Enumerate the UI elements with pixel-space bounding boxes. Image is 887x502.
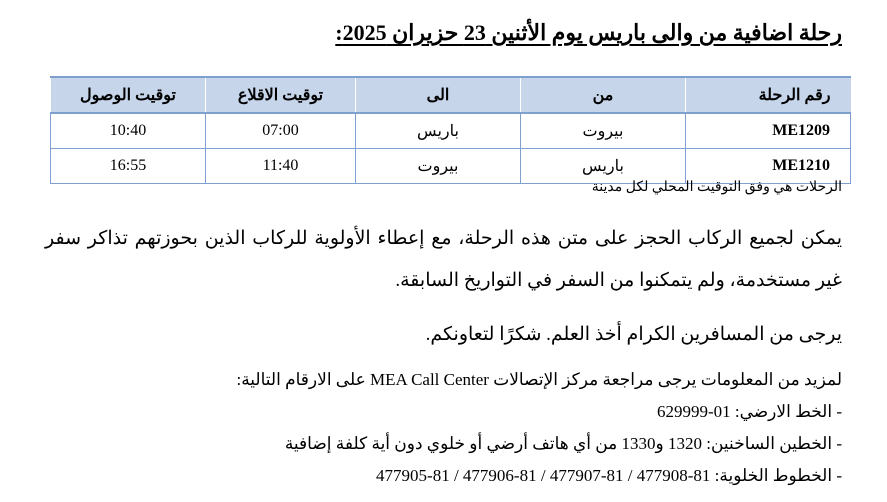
table-row [51, 113, 851, 149]
contact-info [45, 364, 842, 492]
flight-number-cell: ME1210 [686, 149, 851, 184]
header-to: الى [356, 77, 521, 113]
departure-cell: 11:40 [206, 149, 356, 184]
from-cell: باريس [521, 149, 686, 184]
header-flight-number: رقم الرحلة [686, 77, 851, 113]
booking-paragraph: يمكن لجميع الركاب الحجز على متن هذه الرحلة، مع إعطاء الأولوية للركاب الذين بحوزتهم تذاكر سفر غير مستخدمة، ولم يتمكنوا من السفر في التواريخ السابقة. [45, 228, 842, 291]
table-header-row [51, 77, 851, 113]
contact-intro: لمزيد من المعلومات يرجى مراجعة مركز الإتصالات MEA Call Center على الارقام التالية: [236, 370, 842, 389]
header-departure: توقيت الاقلاع [206, 77, 356, 113]
arrival-cell: 10:40 [51, 113, 206, 149]
to-cell: بيروت [356, 149, 521, 184]
header-arrival: توقيت الوصول [51, 77, 206, 113]
flight-number-cell: ME1209 [686, 113, 851, 149]
arrival-cell: 16:55 [51, 149, 206, 184]
notice-paragraph: يرجى من المسافرين الكرام أخذ العلم. شكرًا لتعاونكم. [425, 324, 842, 345]
page-title: رحلة اضافية من والى باريس يوم الأثنين 23 حزيران 2025: [335, 20, 842, 45]
landline-line: - الخط الارضي: 01-629999 [656, 402, 842, 421]
departure-cell: 07:00 [206, 113, 356, 149]
local-time-note: الرحلات هي وفق التوقيت المحلي لكل مدينة [591, 180, 842, 195]
from-cell: بيروت [521, 113, 686, 149]
flights-table [50, 76, 851, 184]
header-from: من [521, 77, 686, 113]
to-cell: باريس [356, 113, 521, 149]
hotlines-line: - الخطين الساخنين: 1320 و1330 من أي هاتف أرضي أو خلوي دون أية كلفة إضافية [284, 434, 842, 453]
mobile-lines: - الخطوط الخلوية: 81-477908 / 81-477907 / 81-477906 / 81-477905 [376, 466, 842, 485]
